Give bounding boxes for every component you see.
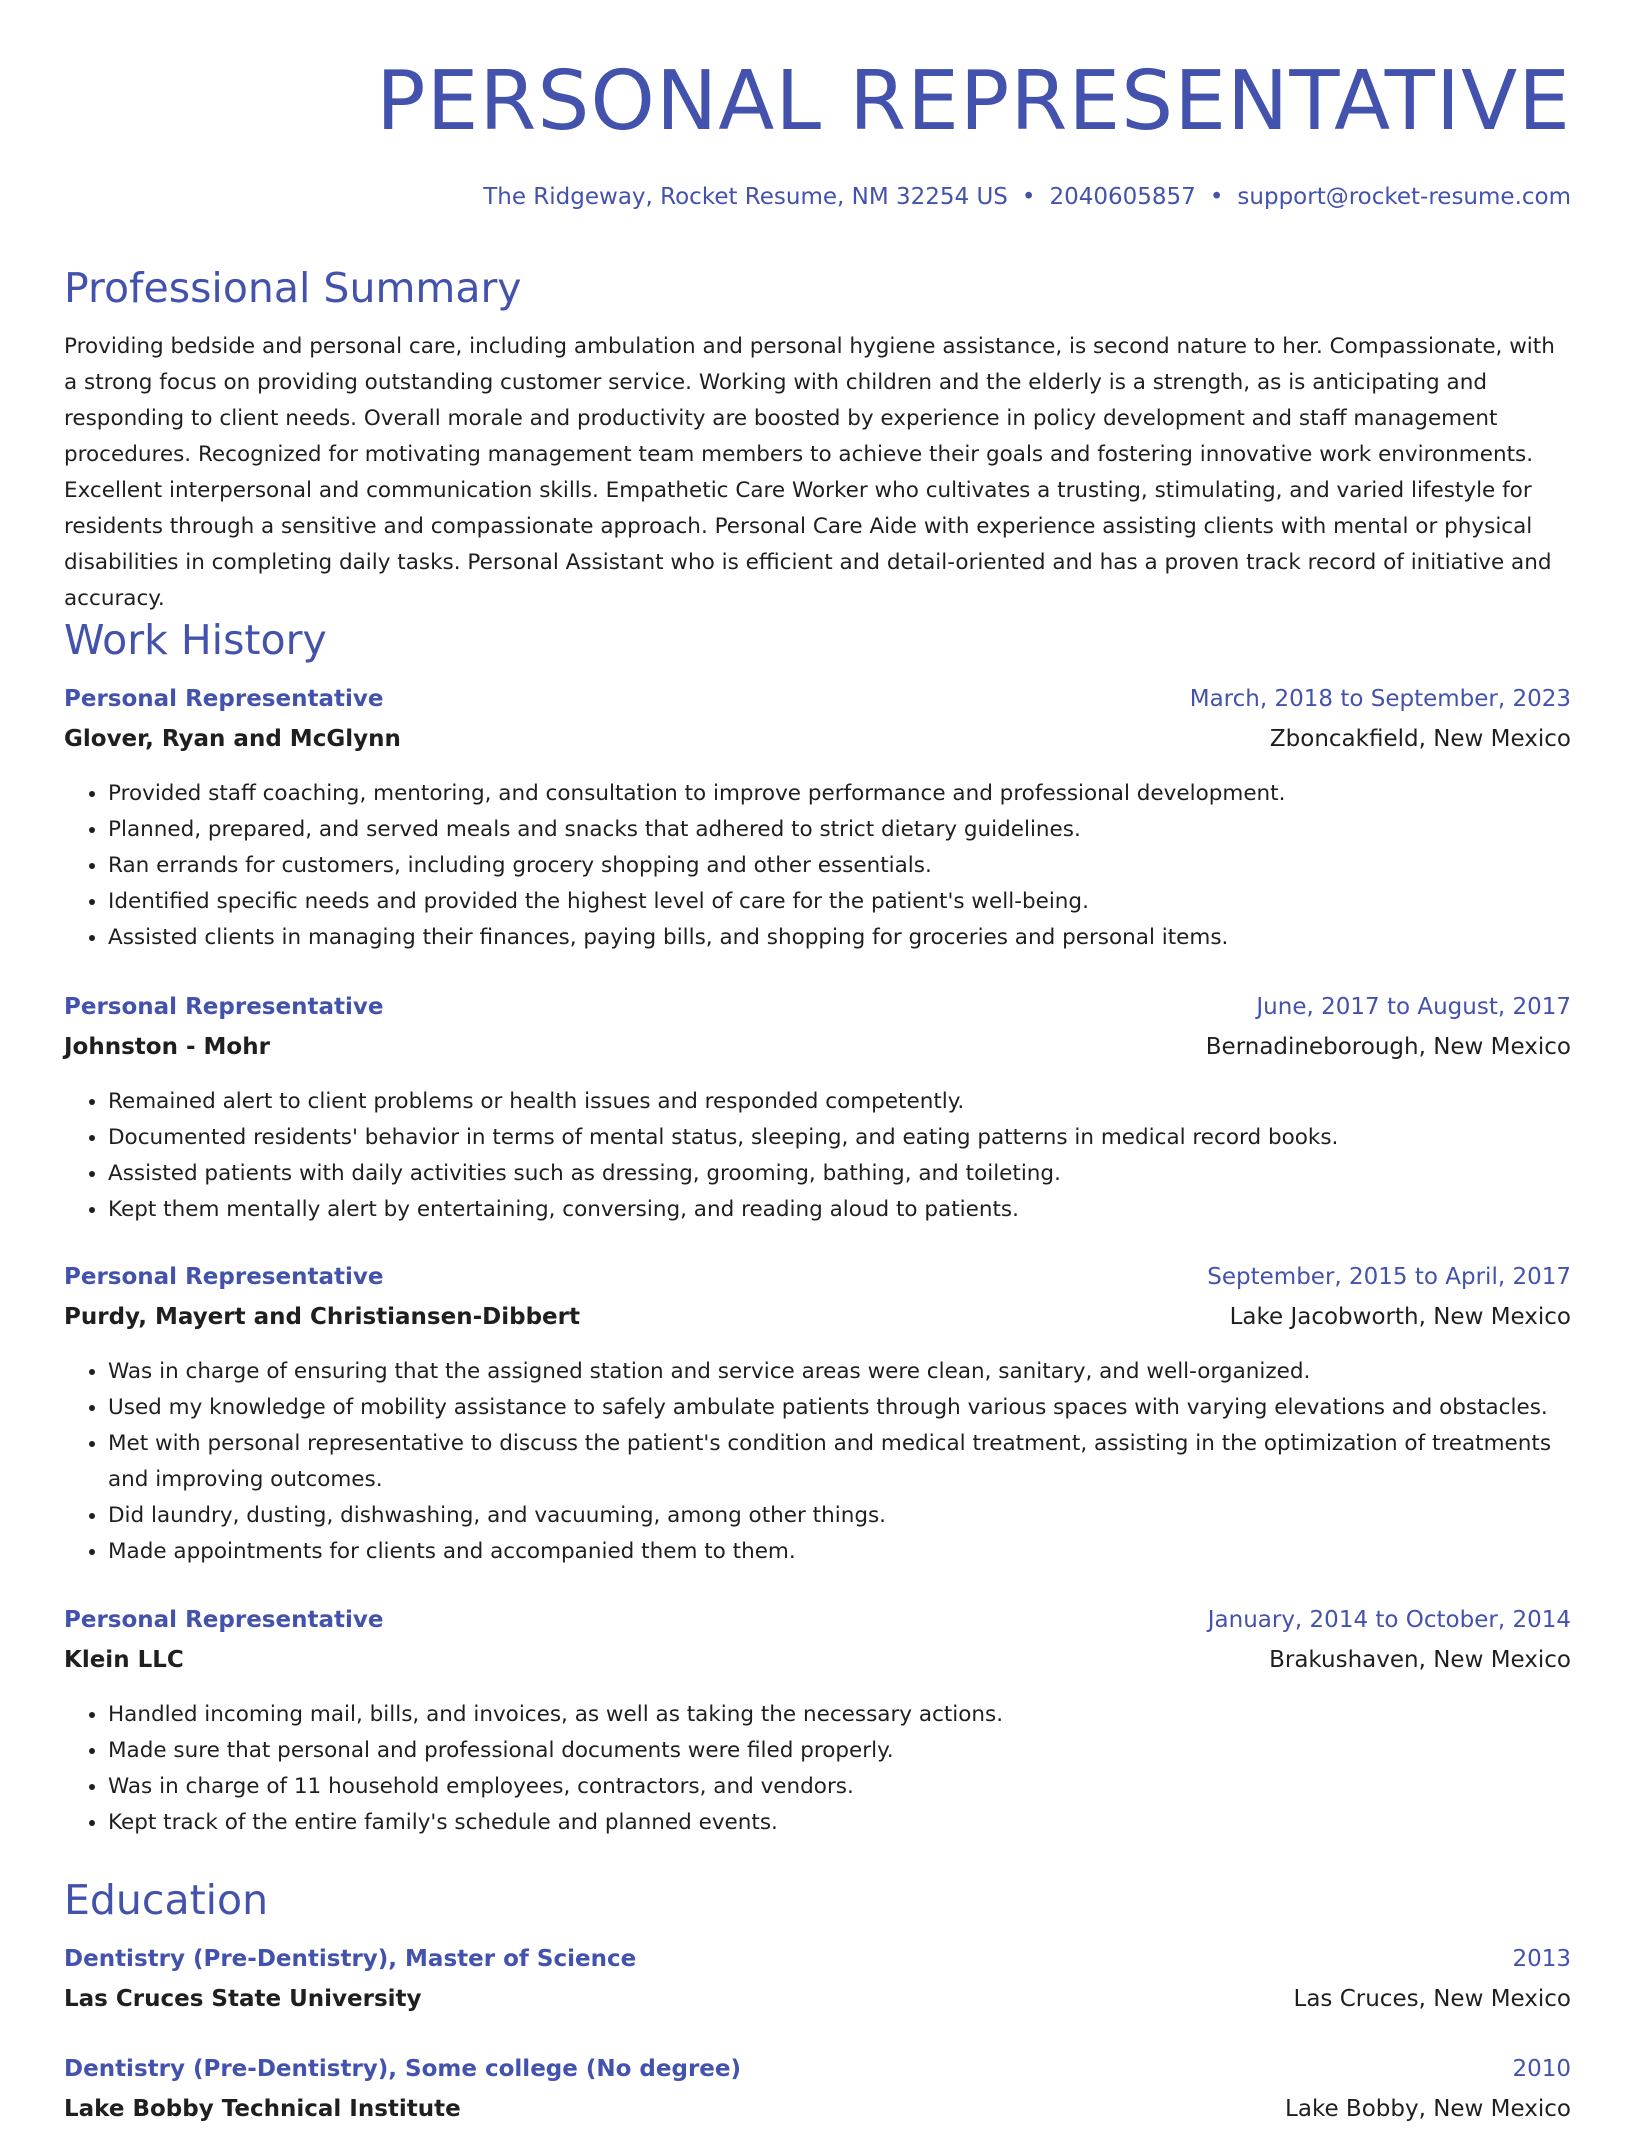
separator-dot: • [1209,184,1224,210]
list-item: • Kept track of the entire family's schedule and planned events. [108,1805,1571,1841]
list-item: • Provided staff coaching, mentoring, and consultation to improve performance and professional development. [108,776,1571,812]
education-school: Las Cruces State University [64,1986,422,2012]
section-title-education: Education [64,1876,269,1924]
job-dates: March, 2018 to September, 2023 [1189,686,1571,712]
job-bullets [64,776,1571,956]
separator-dot: • [1021,184,1036,210]
list-item: • Assisted clients in managing their finances, paying bills, and shopping for groceries and personal items. [108,920,1571,956]
list-item: • Was in charge of ensuring that the assigned station and service areas were clean, sanitary, and well-organized. [108,1354,1571,1390]
education-year: 2010 [1512,2056,1571,2082]
list-item: • Made appointments for clients and accompanied them to them. [108,1534,1571,1570]
job-location: Zboncakfield, New Mexico [1269,726,1571,752]
job-entry [64,1607,1571,1841]
job-dates: January, 2014 to October, 2014 [1207,1607,1571,1633]
list-item: • Met with personal representative to discuss the patient's condition and medical treatment, assisting in the optimization of treatments and improving outcomes. [108,1426,1571,1498]
education-degree: Dentistry (Pre-Dentistry), Some college (No degree) [64,2056,742,2082]
job-location: Lake Jacobworth, New Mexico [1229,1304,1571,1330]
list-item: • Kept them mentally alert by entertaining, conversing, and reading aloud to patients. [108,1192,1571,1228]
list-item: • Assisted patients with daily activities such as dressing, grooming, bathing, and toileting. [108,1156,1571,1192]
education-location: Las Cruces, New Mexico [1293,1986,1571,2012]
education-section [64,1874,1571,1926]
job-company: Johnston - Mohr [64,1034,270,1060]
job-bullets [64,1084,1571,1228]
education-degree: Dentistry (Pre-Dentistry), Master of Science [64,1946,637,1972]
job-dates: September, 2015 to April, 2017 [1207,1264,1571,1290]
list-item: • Remained alert to client problems or health issues and responded competently. [108,1084,1571,1120]
job-bullets [64,1697,1571,1841]
education-school: Lake Bobby Technical Institute [64,2096,461,2122]
list-item: • Used my knowledge of mobility assistance to safely ambulate patients through various spaces with varying elevations and obstacles. [108,1390,1571,1426]
education-year: 2013 [1512,1946,1571,1972]
list-item: • Did laundry, dusting, dishwashing, and vacuuming, among other things. [108,1498,1571,1534]
list-item: • Made sure that personal and professional documents were filed properly. [108,1733,1571,1769]
job-role: Personal Representative [64,1607,384,1633]
section-title-summary: Professional Summary [64,264,522,312]
contact-phone: 2040605857 [1049,184,1196,210]
job-company: Glover, Ryan and McGlynn [64,726,401,752]
section-title-work-history: Work History [64,616,327,664]
job-entry [64,994,1571,1228]
contact-line [483,181,1571,213]
list-item: • Documented residents' behavior in terms of mental status, sleeping, and eating patterns in medical record books. [108,1120,1571,1156]
education-entry [64,2056,1571,2136]
job-location: Brakushaven, New Mexico [1269,1647,1571,1673]
summary-text: Providing bedside and personal care, including ambulation and personal hygiene assistance, is second nature to her. Compassionate, with a strong focus on providing outstanding customer service. Working with children and the elderly is a strength, as is anticipating and responding to client needs. Overall morale and productivity are boosted by experience in policy development and staff management procedures. Recognized for motivating management team members to achieve their goals and fostering innovative work environments. Excellent interpersonal and communication skills. Empathetic Care Worker who cultivates a trusting, stimulating, and varied lifestyle for residents through a sensitive and compassionate approach. Personal Care Aide with experience assisting clients with mental or physical disabilities in completing daily tasks. Personal Assistant who is efficient and detail-oriented and has a proven track record of initiative and accuracy. [64,334,1555,611]
job-role: Personal Representative [64,994,384,1020]
job-location: Bernadineborough, New Mexico [1205,1034,1571,1060]
list-item: • Ran errands for customers, including grocery shopping and other essentials. [108,848,1571,884]
job-role: Personal Representative [64,1264,384,1290]
page-title: PERSONAL REPRESENTATIVE [376,54,1571,149]
contact-email[interactable]: support@rocket-resume.com [1237,184,1571,210]
list-item: • Planned, prepared, and served meals and snacks that adhered to strict dietary guidelines. [108,812,1571,848]
summary-section [64,262,1571,617]
job-entry [64,686,1571,956]
list-item: • Identified specific needs and provided the highest level of care for the patient's well-being. [108,884,1571,920]
list-item: • Was in charge of 11 household employees, contractors, and vendors. [108,1769,1571,1805]
job-role: Personal Representative [64,686,384,712]
job-bullets [64,1354,1571,1570]
list-item: • Handled incoming mail, bills, and invoices, as well as taking the necessary actions. [108,1697,1571,1733]
job-dates: June, 2017 to August, 2017 [1256,994,1571,1020]
job-company: Purdy, Mayert and Christiansen-Dibbert [64,1304,580,1330]
job-company: Klein LLC [64,1647,184,1673]
education-entry [64,1946,1571,2026]
education-location: Lake Bobby, New Mexico [1285,2096,1571,2122]
work-history-section [64,614,1571,666]
contact-address: The Ridgeway, Rocket Resume, NM 32254 US [483,184,1008,210]
job-entry [64,1264,1571,1570]
